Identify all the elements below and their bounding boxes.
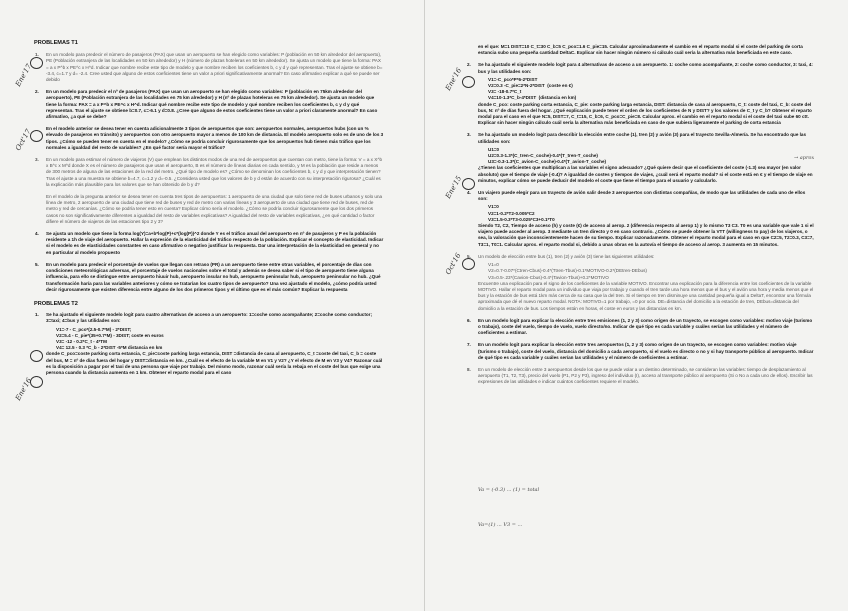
equation-line: U3=-0.3-1.3*(C_avion-C_coche)-0.4*(T_avion-T_coche) <box>488 159 607 165</box>
equation-line: U2=0.3-1.3*(C_tren-C_coche)-0.4*(T_tren-T_coche) <box>488 153 598 159</box>
exercise-text: En un modelo logit para explicar la elección entre tres aeropuertos (1, 2 y 3) como origen de un trayecto, se escogen como variables: motivo viaje (turismo o trabajo), coste del vuelo, distancia del domicilio a cada aeropuerto, si el vuelo es directo o no y si hay transporte público al aeropuerto. Indicar de qué tipo es cada variable y cuáles serían las utilidades y el número de coeficientes a estimar. <box>478 342 814 360</box>
handwritten-note: Va = (-0.3) ... (1) = total <box>478 487 540 493</box>
exercise-number: 5. <box>35 261 39 267</box>
exercise-t2-3 <box>466 132 814 184</box>
handwritten-note: Oct'16 <box>444 251 463 276</box>
exercise-number: 5. <box>467 253 471 259</box>
utility-equations <box>56 327 384 352</box>
handwritten-note: → aprox <box>794 155 815 161</box>
equation-line: V2=1-0.2*T2-0.005*C2 <box>488 210 535 216</box>
equation-line: V3= -12 - 0.2*C_t - 4*TM <box>56 338 107 344</box>
handwritten-circle <box>30 350 43 362</box>
exercise-t2-8 <box>466 367 814 386</box>
utility-equations <box>488 77 814 102</box>
exercise-text: En un modelo de elección entre 3 aeropuertos desde los que se puede volar a un destino determinado, se consideran las variables: tiempo de desplazamiento al aeropuerto (T1, T2, T3), precio del vuelo (P1, P2 y P3), ingreso del individuo (I), acceso al transporte público al aeropuerto (Si o No a cada uno de ellos). Escribir las expresiones de las utilidades e indicar cuántos coeficientes requiere el modelo. <box>478 366 813 385</box>
equation-line: V2=5.4 - C_pie*(35+0.7*M) - 3DIST; coste en euros <box>56 332 164 338</box>
page-fold <box>424 0 425 611</box>
exercise-text: En el modelo anterior se desea tener en cuenta adicionalmente 3 tipos de aeropuertos que son: aeropuertos normales, aeropuertos hubs (con un % elevado de pasajeros en tránsito) y aeropuertos con otro aeropuerto mayor a menos de 100 km de distancia. El modelo aeropuerto solo es de uno de los 3 tipos. ¿Cómo se pueden tener en cuenta en el modelo? ¿Cómo se podría concluir rigurosamente que los aeropuertos hub tienen más tráfico que los normales a igualdad del resto de variables? ¿En qué factor sería mayor el tráfico? <box>46 126 384 150</box>
handwritten-circle <box>462 178 475 190</box>
handwritten-note: Oct'17 <box>14 127 33 152</box>
exercise-number: 6. <box>467 317 471 323</box>
exercise-outro: Siendo T2, C2, Tiempo de acceso (h) y coste (€) de acceso al aerop. 2 (diferencia respecto al aerop 1) y lo mismo T3 C3. T0 es una variable que vale 1 si el viajero puede acceder al aerop. 3 mediante un tren directo y 0 en caso contrario. ¿Cómo se puede obtener la VTT (willingness to pay) de los viajeros, o sea, la valoración que inconscientemente hacen de su tiempo. Explicar razonadamente. Obtener el reparto modal para el caso en que C2=5, T2=0.3, C3=7, T3=1, T0=1. Calcular aprox. el reparto modal si, debido a unas obras en la autovía el tiempo de acceso al aerop. 3 aumenta en 15 minutos. <box>478 223 814 247</box>
exercise-text: En un modelo para predecir el número de pasajeros (PAX) que usan un aeropuerto se han elegido como variables: P (población en 50 km alrededor del aeropuerto), PE (Población extranjera de las localidades en 50 km alrededor) y H (número de plazas hoteleras en 50 km alrededor). Se ajusta un modelo que tiene la forma: PAX = a x P^b x PE^c x H^d. Indicar que nombre recibe este tipo de modelo y que nombre reciben los coeficientes b, c y d y qué representan. Tras el ajuste se obtiene b= -3.4, c=1.7 y d= -2.4. Cree usted que alguno de estos coeficientes tiene un valor a priori significativamente anormal? En caso afirmativo explicar a qué se puede ser debido <box>46 52 383 83</box>
exercise-number: 1. <box>35 312 39 318</box>
equation-line: V1=0 <box>488 262 499 268</box>
exercise-text: En un modelo logit para explicar la elección entre tres emisiones (1, 2 y 3) como origen de un trayecto, se escogen como variables: motivo viaje (turismo o trabajo), coste del vuelo, tiempo de vuelo, vuelo directo/no. Indicar de qué tipo es cada variable y cuáles serían las utilidades y el número de coeficientes a estimar. <box>478 317 813 336</box>
equation-line: V1=-C_pco*P*6-2*DIST <box>488 76 538 82</box>
exercise-t2-2 <box>466 62 814 126</box>
exercise-intro: Se ha ajustado el siguiente modelo logit para cuatro alternativas de acceso a un aeropuerto: 1=coche como acompañante; 2=coche como conductor; 3=taxi; 4=bus y las utilidades son: <box>46 312 372 324</box>
exercise-outro: donde C_pco=coste parking corta estancia, C_pie=coste parking larga estancia, DIST =distancia de casa al aeropuerto, C_t =coste del taxi, C_b = coste del bus, M = nº de días fuera del hogar y DIST=distancia en km. ¿Cuál es el efecto de la variable M en V1 y V2? ¿Y el efecto de M en V3 y V4? Razonar cuál es la disposición a pagar por el taxi de una persona que viaje por trabajo. Del mismo modo, razonar cuál sería la rebaja en el coste del bus que exige una persona cuando la distancia aumenta en 1 km. Obtener el reparto modal para el caso <box>46 351 383 375</box>
equation-line: U1=0 <box>488 146 500 152</box>
exercise-t1-3-continued <box>34 194 384 225</box>
equation-line: V1=0 <box>488 204 499 210</box>
right-page <box>466 44 814 392</box>
equation-line: V4= 12.5 - 0.3 *C_b - 2*DIST -5*M distancia en km <box>56 345 163 351</box>
exercise-intro: Se ha ajustado el siguiente modelo logit para 4 alternativas de acceso a un aeropuerto. 1: coche como acompañante, 2: coche como conductor, 3: taxi, 4: bus y las utilidades son: <box>478 62 813 74</box>
exercise-t1-5 <box>34 262 384 293</box>
exercise-outro: ¿Tienen las coeficientes que multiplican a las variables el signo adecuado? ¿Qué quiere decir que el coeficiente del coste (-1.3) sea mayor (en valor absoluto) que el tiempo de viaje (-0.4)? A igualdad de costes y tiempos de viajes, ¿cuál será el reparto modal? si el coste está en € y el tiempo de viaje en minutos, explicar cómo se puede deducir del modelo el coste que tiene el tiempo para el usuario y calcularlo. <box>478 165 813 183</box>
exercise-text: En el modelo de la pregunta anterior se desea tener en cuenta tres tipos de aeropuertos: 1 aeropuerto de una ciudad que solo tiene red de buses urbanos y solo una línea de metro, 2 aeropuerto de una ciudad que tiene red de buses y red de metro con varias líneas y 3 aeropuerto de una ciudad que tiene red de buses, red de metro y red de cercanías. ¿Cómo se podría tener esto en cuenta? Explicar cómo sería el modelo. ¿Cómo se podría concluir rigurosamente que los dos primeros casos no son significativamente diferentes a igualdad del resto de variables explicativas? A igualdad del resto de variables explicativas, ¿en qué cantidad o factor difiere el número de viajeros de las estaciones tipo 2 y 3? <box>46 194 383 224</box>
exercise-outro: Encuentre una explicación para el signo de los coeficientes de la variable MOTIVO. Encontrar una explicación para la diferencia entre los coeficientes de la variable MOTIVO. Hallar el reparto modal para un individuo que viaja por trabajo y cuando el tren tarde una hora menos que el bus y el avión una hora y media menos que el bus y la estación de bus está 1km más cerca de su casa que la del tren. Si el tiempo en tren disminuye una cantidad pequeña igual a DeltaT, encontrar una fórmula aproximada que dé el nuevo reparto modal. NOTA: MOTIVO=1 por trabajo, =0 por ocio. DE=distancia del domicilio a la estación de tren, DEbus=distancia del domicilio a la estación de bus. Los tiempos están en horas, el coste en euros y las distancias en km. <box>478 280 814 311</box>
left-page <box>34 40 384 382</box>
section-heading-t1: PROBLEMAS T1 <box>34 40 78 46</box>
equation-line: V2=0.7-0.07*(Ctren-Cbus)-0.4*(Ttren-Tbus)-0.1*MOTIVO-0.2*(DEtren-DEbus) <box>488 268 647 274</box>
equation-line: V3= -18-0.7*C_t <box>488 89 522 95</box>
equation-line: V3=1.5-0.3*T3-0.025*C3+0.1*T0 <box>488 216 555 222</box>
exercise-number: 8. <box>467 366 471 372</box>
exercise-t2-1 <box>34 312 384 376</box>
equation-line: V1=-7 - C_pco*(2.5-0.7*M) - 2*DIST; <box>56 326 132 332</box>
exercise-number: 2. <box>35 89 39 95</box>
exercise-text: en el que: M=1 DIST=10 C_t=30 C_b=5 C_pco=1.6 C_pie=15. Calcular aproximadamente el cambio en el reparto modal si el coste del parking de corta estancia subo una pequeña cantidad DeltaC. Explicar sin hacer ningún número si cálculo cuál sería la alternativa más beneficiada en este caso. <box>478 44 803 56</box>
exercise-t1-2-continued <box>34 126 384 151</box>
handwritten-note: Ene'15 <box>444 174 464 200</box>
equation-line: V3=0.5-.23*(Cavion-Cbus)-0.4*(Tavion-Tbus)+0.2*MOTIVO <box>488 274 609 280</box>
exercise-t2-7 <box>466 342 814 361</box>
exercise-number: 3. <box>35 157 39 163</box>
utility-equations <box>488 204 814 223</box>
exercise-number: 7. <box>467 342 471 348</box>
exercise-number: 4. <box>467 190 471 196</box>
exercise-text: Se ajusta un modelo que tiene la forma log(Y)=a+b*log(P)+c*(log(P))^2 donde Y es el tráfico anual del aeropuerto en nº de pasajeros y P es la población residente a 1h de viaje del aeropuerto. Hallar la expresión de la elasticidad del tráfico respecto de la población. Explicar el concepto de elasticidad. Indicar si el modelo es de elasticidades constantes en caso afirmativo o negativo justificar la respuesta. Dar una interpretación de la elasticidad en general y no en particular al modelo propuesto <box>46 231 384 255</box>
exercise-intro: Un viajero puede elegir para un trayecto de avión salir desde 3 aeropuertos con distintas compañías, de modo que las utilidades de cada uno de ellos son: <box>478 190 806 202</box>
exercise-outro: donde C_pco: coste parking corta estancia, C_pie: coste parking larga estancia, DIST: distancia de casa al aeropuerto, C_t: coste del taxi, C_b: coste del bus, N: nº de días fuera del hogar. ¿Qué explicación puede tener el orden de los coeficientes de N y DIST? y los valores de C_t y C_b? Obtener el reparto modal para el caso en el que N=5, DIST=7, C_t=15, C_b=6, C_pco=C_pie=8. Calcular aprox. el cambio en el reparto modal si el coste del taxi sube 60 ctt. Explicar sin hacer ningún cálculo cuál sería la alternativa más beneficiada en caso de que subiera ligeramente el parking de corta estancia <box>478 101 812 126</box>
exercise-text: En un modelo para estimar el número de viajeros (V) que emplean los distintos modos de una red de aeropuertos que cuentan con metro, tiene la forma: V = a x X^b x B^c x M^d donde X es el número de pasajeros que usan el aeropuerto, B es el número de líneas diarias en cada sentido, y M es la población que reside a menos de 300 metros de alguna de las estaciones de la red del metro. ¿Qué tipo de modelo es? ¿Cómo se denominan los coeficientes b, c y d y que interpretación tienen? Tras el ajuste a una muestra se obtiene b=4.7, c=1.2 y d=-0.5. ¿Considera usted que los valores de b y d están de acuerdo con su interpretación rigurosa? ¿Cuál es la explicación más plausible para los valores que se han obtenido de b y d? <box>46 157 383 187</box>
exercise-t1-4 <box>34 231 384 256</box>
section-heading-t2: PROBLEMAS T2 <box>34 300 78 307</box>
exercise-number: 1. <box>35 52 39 58</box>
exercise-t1-1 <box>34 52 384 83</box>
handwritten-circle <box>462 76 475 88</box>
handwritten-note: Va=(1) ... V3 = ... <box>478 522 523 528</box>
exercise-t2-4 <box>466 190 814 248</box>
exercise-text: En un modelo para predecir el nº de pasajeros (PAX) que usan un aeropuerto se han elegido como variables: P (población en 75km alrededor del aeropuerto), PE (Población extranjera de las localidades en 75 km alrededor) y H (nº de plazas hoteleras en 75 km alrededor). Se ajusta un modelo que tiene la forma: PAX = a x P^b x PE^c x H^d. Indicar qué nombre recibe este tipo de modelo y qué nombre reciben los coeficientes b, c y d y qué representan. Tras el ajuste se obtiene b=0.7, c=-6.1 y d=0.8. ¿Cree que alguno de estos coeficientes tiene un valor a priori claramente anormal? En caso afirmativo, ¿a qué se debe? <box>46 89 378 120</box>
exercise-intro: Un modelo de elección entre bus (1), tren (2) y avión (3) tiene las siguientes utilidades: <box>478 253 655 259</box>
utility-equations <box>488 262 814 281</box>
exercise-intro: Se ha ajustado un modelo logit para describir la elección entre coche (1), tren (2) y avión (3) para el trayecto Sevilla-Almería. Se ha encontrado que las utilidades son: <box>478 132 807 144</box>
exercise-number: 4. <box>35 231 39 237</box>
exercise-t1-3 <box>34 157 384 188</box>
exercise-number: 2. <box>467 62 471 68</box>
equation-line: V2=0.3 -C_pie=2*N-2*DIST (coste en €) <box>488 83 573 89</box>
handwritten-note: Ene'17 <box>14 62 34 88</box>
exercise-t2-1-continued <box>466 44 814 56</box>
exercise-text: En un modelo para predecir el porcentaje de vuelos que llegan con retraso (PR) a un aeropuerto tiene entre otras variables, el porcentaje de días con condiciones meteorológicas adversas, el porcentaje de vuelos nacionales sobre el total y además se desea saber si el tipo de aeropuerto tiene alguna influencia, para ello se distingue entre aeropuerto hiuuir hub, aeropuerto insular no hub, aeropuerto peninsular hub, aeropuerto peninsular no hub. ¿Qué transformación haría para las variables anteriores y cómo se tratarían los cuatro tipos de aeropuerto? Una vez ajustado el modelo, ¿cómo podría usted decir rigurosamente que existen diferencia entre alguno de los dos primeros tipos y el último que es el más común? Explicar la respuesta <box>46 261 381 292</box>
exercise-t2-5 <box>466 254 814 312</box>
utility-equations <box>488 147 814 166</box>
exercise-t1-2 <box>34 89 384 120</box>
exercise-t2-6 <box>466 318 814 337</box>
exercise-number: 3. <box>467 132 471 138</box>
equation-line: V4=10-1.3*C_b-4*DIST (distancia en km) <box>488 95 577 101</box>
handwritten-note: Ene'16 <box>444 66 464 92</box>
handwritten-note: Ene'16 <box>14 376 34 402</box>
handwritten-circle <box>462 258 475 270</box>
